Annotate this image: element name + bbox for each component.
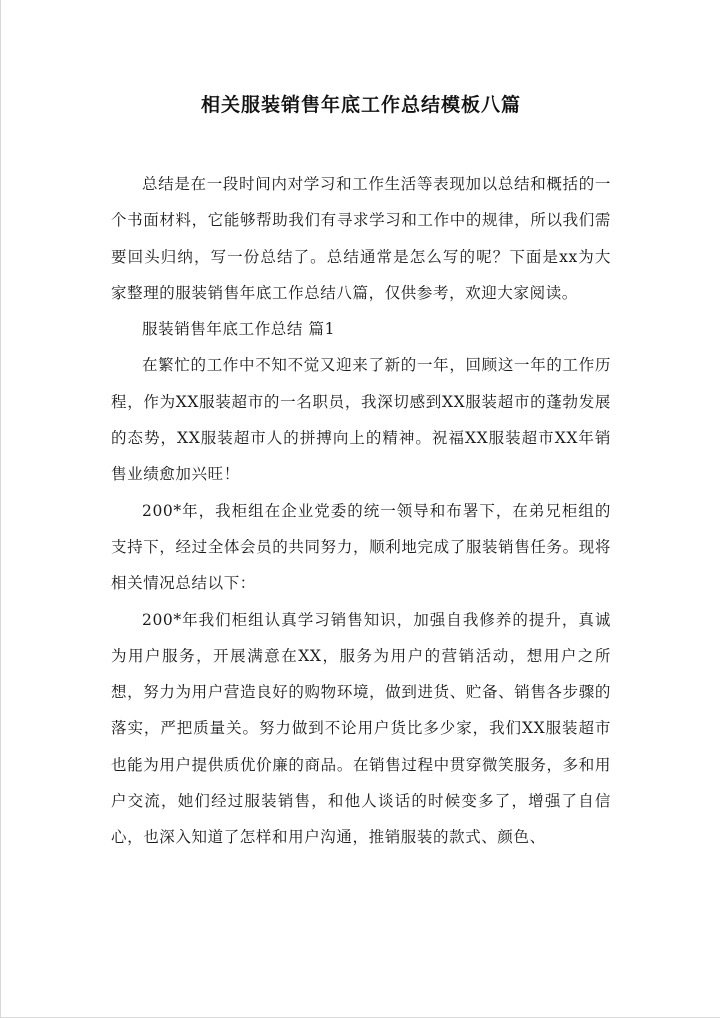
body-paragraph-2: 200*年，我柜组在企业党委的统一领导和布署下，在弟兄柜组的支持下，经过全体会员的共同努力，顺利地完成了服装销售任务。现将相关情况总结以下：	[111, 501, 611, 593]
document-body	[111, 166, 611, 856]
body-paragraph-3: 200*年我们柜组认真学习销售知识，加强自我修养的提升，真诚为用户服务，开展满意在XX，服务为用户的营销活动，想用户之所想，努力为用户营造良好的购物环境，做到进货、贮备、销售各步骤的落实，严把质量关。努力做到不论用户货比多少家，我们XX服装超市也能为用户提供质优价廉的商品。在销售过程中贯穿微笑服务，多和用户交流，她们经过服装销售，和他人谈话的时候变多了，增强了自信心，也深入知道了怎样和用户沟通，推销服装的款式、颜色、	[111, 610, 611, 847]
body-paragraph-1: 在繁忙的工作中不知不觉又迎来了新的一年，回顾这一年的工作历程，作为XX服装超市的一名职员，我深切感到XX服装超市的蓬勃发展的态势，XX服装超市人的拼搏向上的精神。祝福XX服装超市XX年销售业绩愈加兴旺！	[111, 356, 611, 484]
document-title: 相关服装销售年底工作总结模板八篇	[200, 94, 521, 116]
intro-paragraph: 总结是在一段时间内对学习和工作生活等表现加以总结和概括的一个书面材料，它能够帮助我们有寻求学习和工作中的规律，所以我们需要回头归纳，写一份总结了。总结通常是怎么写的呢？下面是xx为大家整理的服装销售年底工作总结八篇，仅供参考，欢迎大家阅读。	[111, 175, 611, 302]
section-heading: 服装销售年底工作总结 篇1	[142, 320, 336, 339]
